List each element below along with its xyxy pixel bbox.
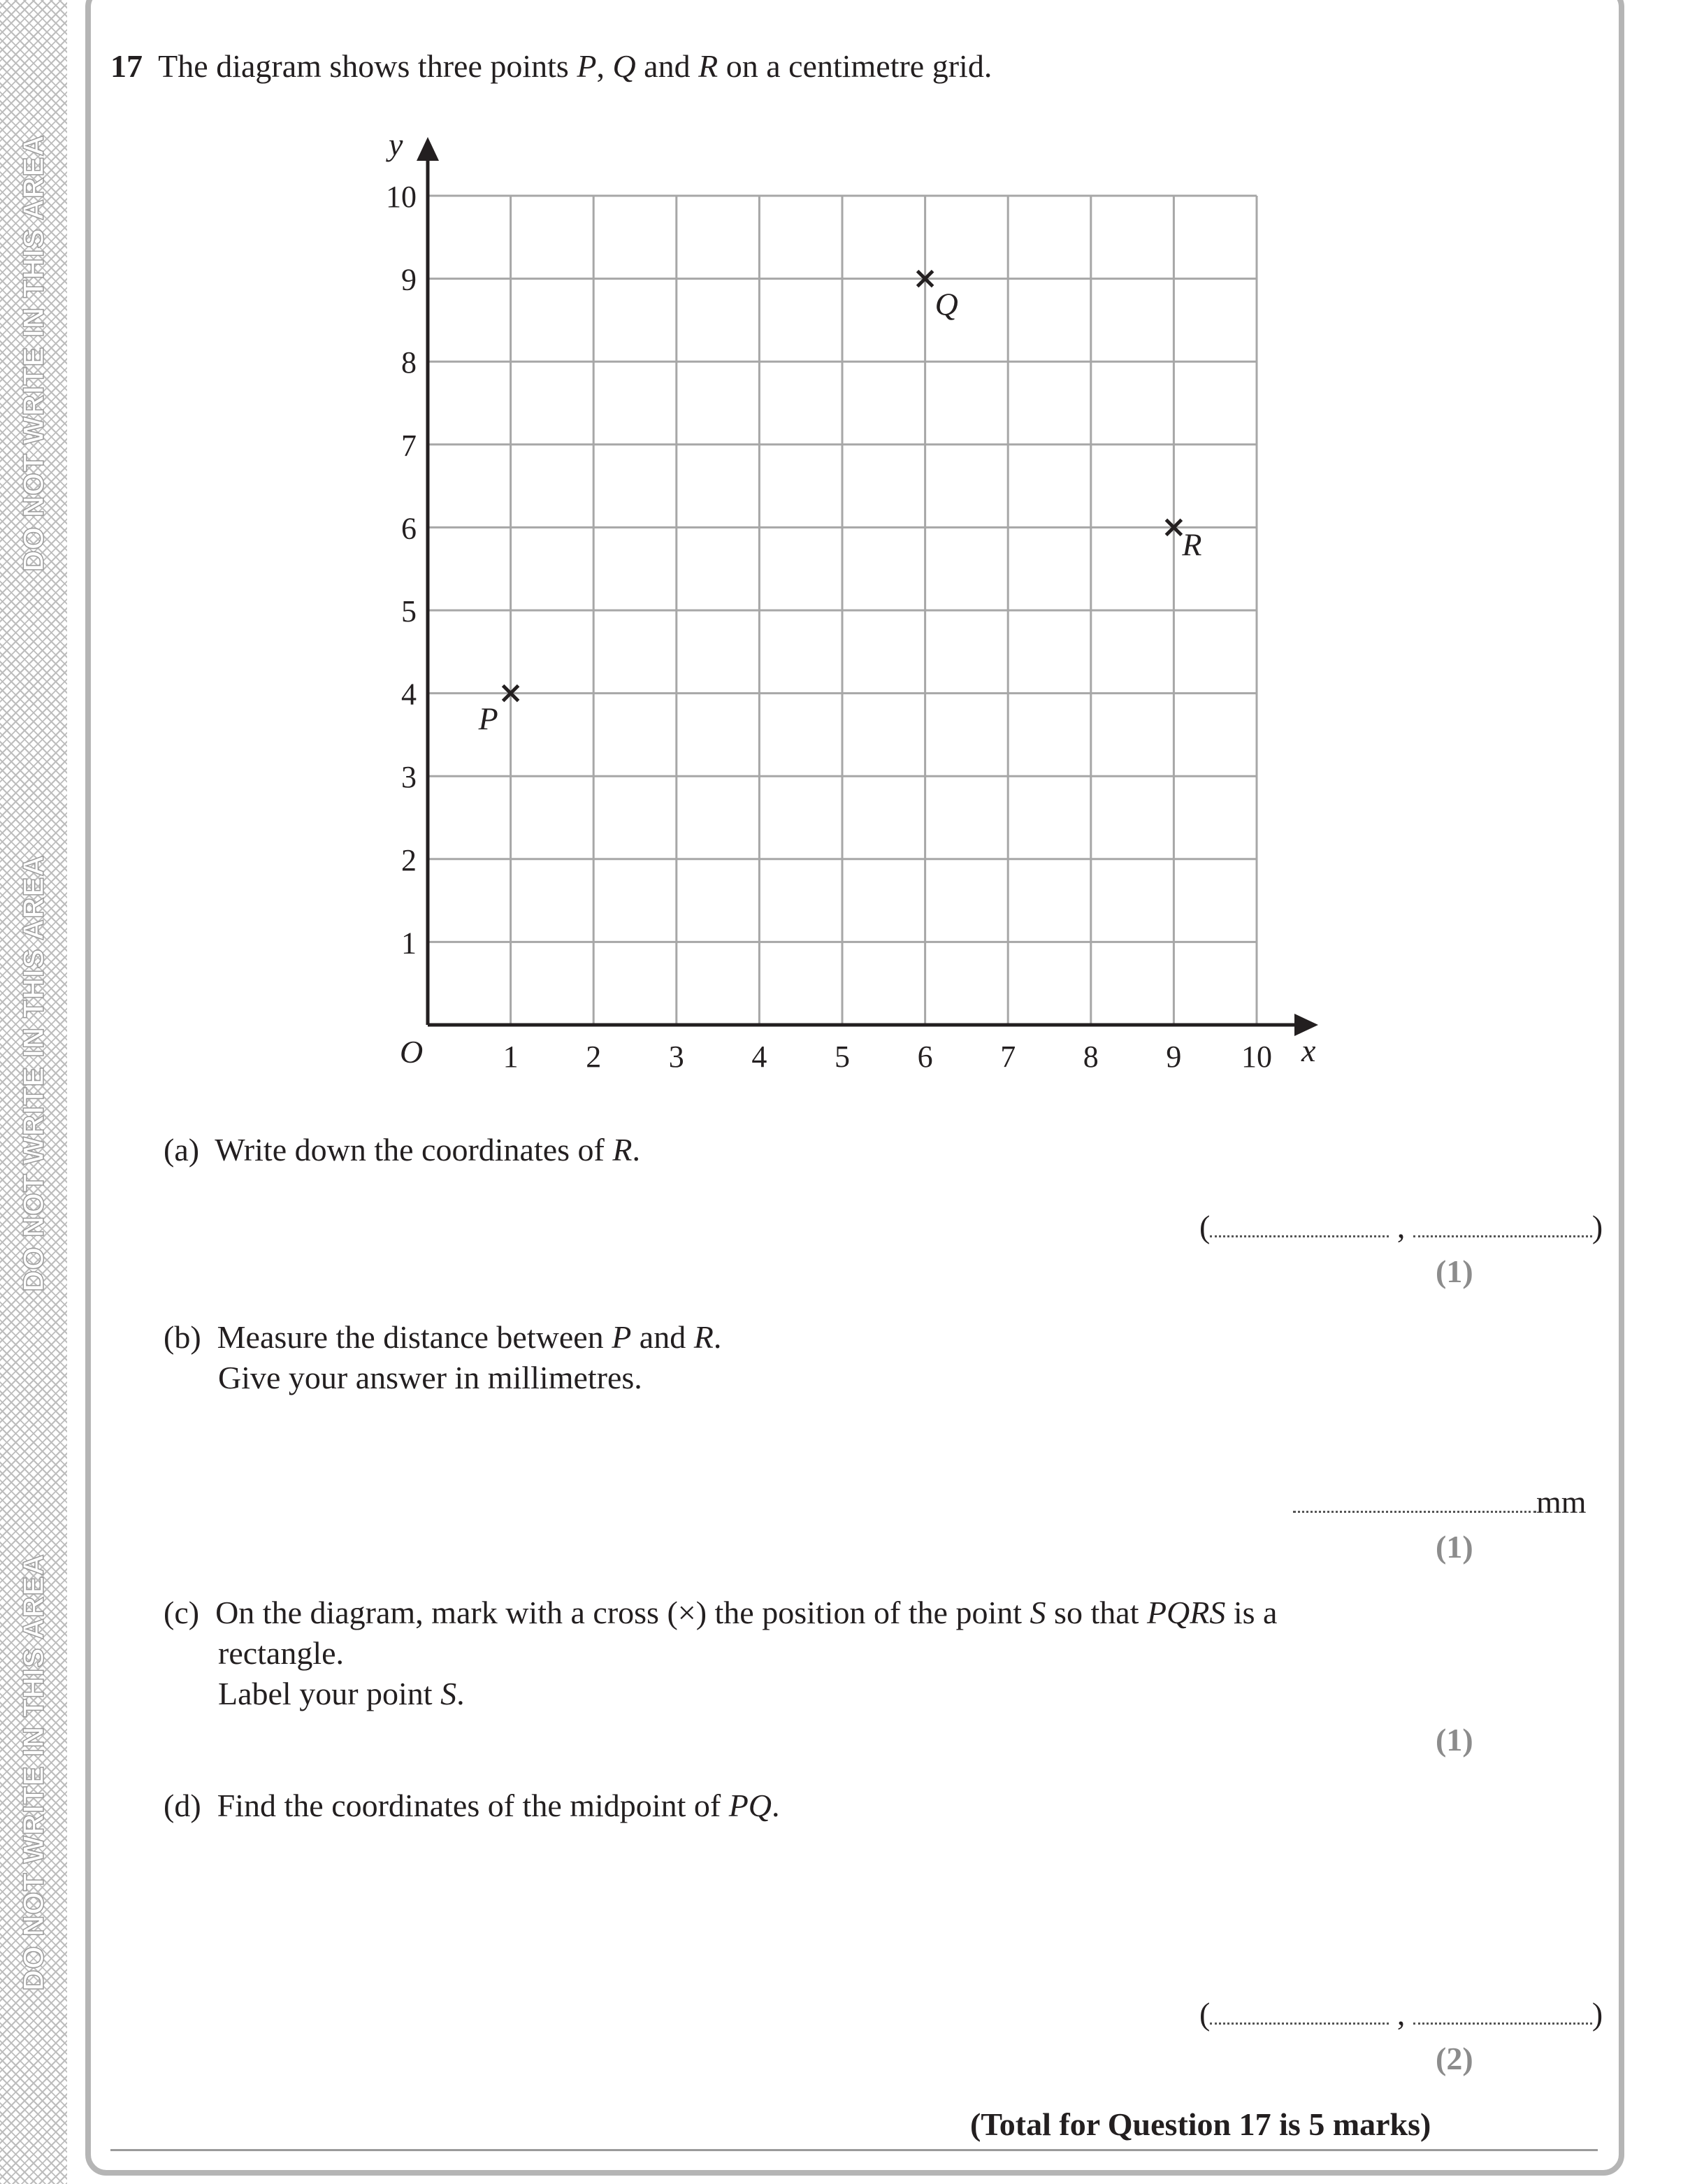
part-c-line3: Label your point S.	[218, 1676, 465, 1711]
part-c-prompt: (c) On the diagram, mark with a cross (×) the position of the point S so that PQRS is a	[164, 1595, 1278, 1630]
part-c-line2: rectangle.	[218, 1635, 345, 1671]
x-tick-label: 2	[586, 1040, 602, 1074]
y-tick-label: 6	[401, 511, 417, 546]
y-tick-label: 2	[401, 842, 417, 877]
x-tick-label: 4	[751, 1040, 767, 1074]
point-label-q: Q	[934, 286, 958, 322]
origin-label: O	[400, 1034, 424, 1070]
y-tick-label: 7	[401, 428, 417, 463]
y-tick-label: 5	[401, 594, 417, 628]
point-labels	[478, 287, 1202, 737]
x-tick-label: 10	[1241, 1040, 1272, 1074]
do-not-write-banner: DO NOT WRITE IN THIS AREA	[17, 1553, 50, 1991]
grid-lines	[428, 196, 1257, 1025]
x-tick-label: 7	[1000, 1040, 1016, 1074]
part-a-prompt: (a) Write down the coordinates of R.	[164, 1132, 640, 1168]
x-tick-label: 8	[1083, 1040, 1099, 1074]
x-tick-label: 1	[503, 1040, 519, 1074]
question-number: 17	[110, 48, 143, 84]
y-tick-label: 8	[401, 345, 417, 380]
part-d-prompt: (d) Find the coordinates of the midpoint of PQ.	[164, 1788, 780, 1823]
bottom-rule	[110, 2149, 1598, 2151]
y-axis-arrowhead	[417, 137, 439, 161]
part-b-marks: (1)	[1436, 1529, 1473, 1565]
question-intro: 17 The diagram shows three points P, Q and R on a centimetre grid.	[110, 48, 992, 84]
axes	[417, 137, 1318, 1036]
x-tick-label: 9	[1166, 1040, 1182, 1074]
y-tick-label: 4	[401, 677, 417, 712]
part-c-marks: (1)	[1436, 1722, 1473, 1758]
x-axis-label: x	[1301, 1033, 1316, 1068]
y-tick-label: 3	[401, 760, 417, 795]
y-axis-label: y	[389, 127, 403, 162]
part-b-instruction: Give your answer in millimetres.	[218, 1360, 642, 1395]
question-total: (Total for Question 17 is 5 marks)	[970, 2106, 1431, 2142]
x-tick-label: 3	[668, 1040, 684, 1074]
point-label-r: R	[1182, 526, 1202, 563]
part-b-answer-line[interactable]: mm	[1293, 1486, 1587, 1518]
do-not-write-banner: DO NOT WRITE IN THIS AREA	[17, 854, 50, 1292]
part-d-answer-line[interactable]: ( , )	[1199, 1996, 1603, 2032]
x-tick-labels	[503, 1040, 1272, 1074]
point-label-p: P	[478, 701, 498, 737]
part-d-marks: (2)	[1436, 2041, 1473, 2076]
y-tick-label: 1	[401, 926, 417, 961]
y-tick-label: 10	[386, 180, 417, 214]
part-a-marks: (1)	[1436, 1253, 1473, 1289]
x-tick-label: 6	[917, 1040, 933, 1074]
do-not-write-banner: DO NOT WRITE IN THIS AREA	[17, 134, 50, 572]
part-a-answer-line[interactable]: ( , )	[1199, 1209, 1603, 1244]
y-tick-labels	[386, 180, 417, 960]
y-tick-label: 9	[401, 262, 417, 297]
x-tick-label: 5	[835, 1040, 850, 1074]
part-b-prompt: (b) Measure the distance between P and R.	[164, 1319, 722, 1355]
